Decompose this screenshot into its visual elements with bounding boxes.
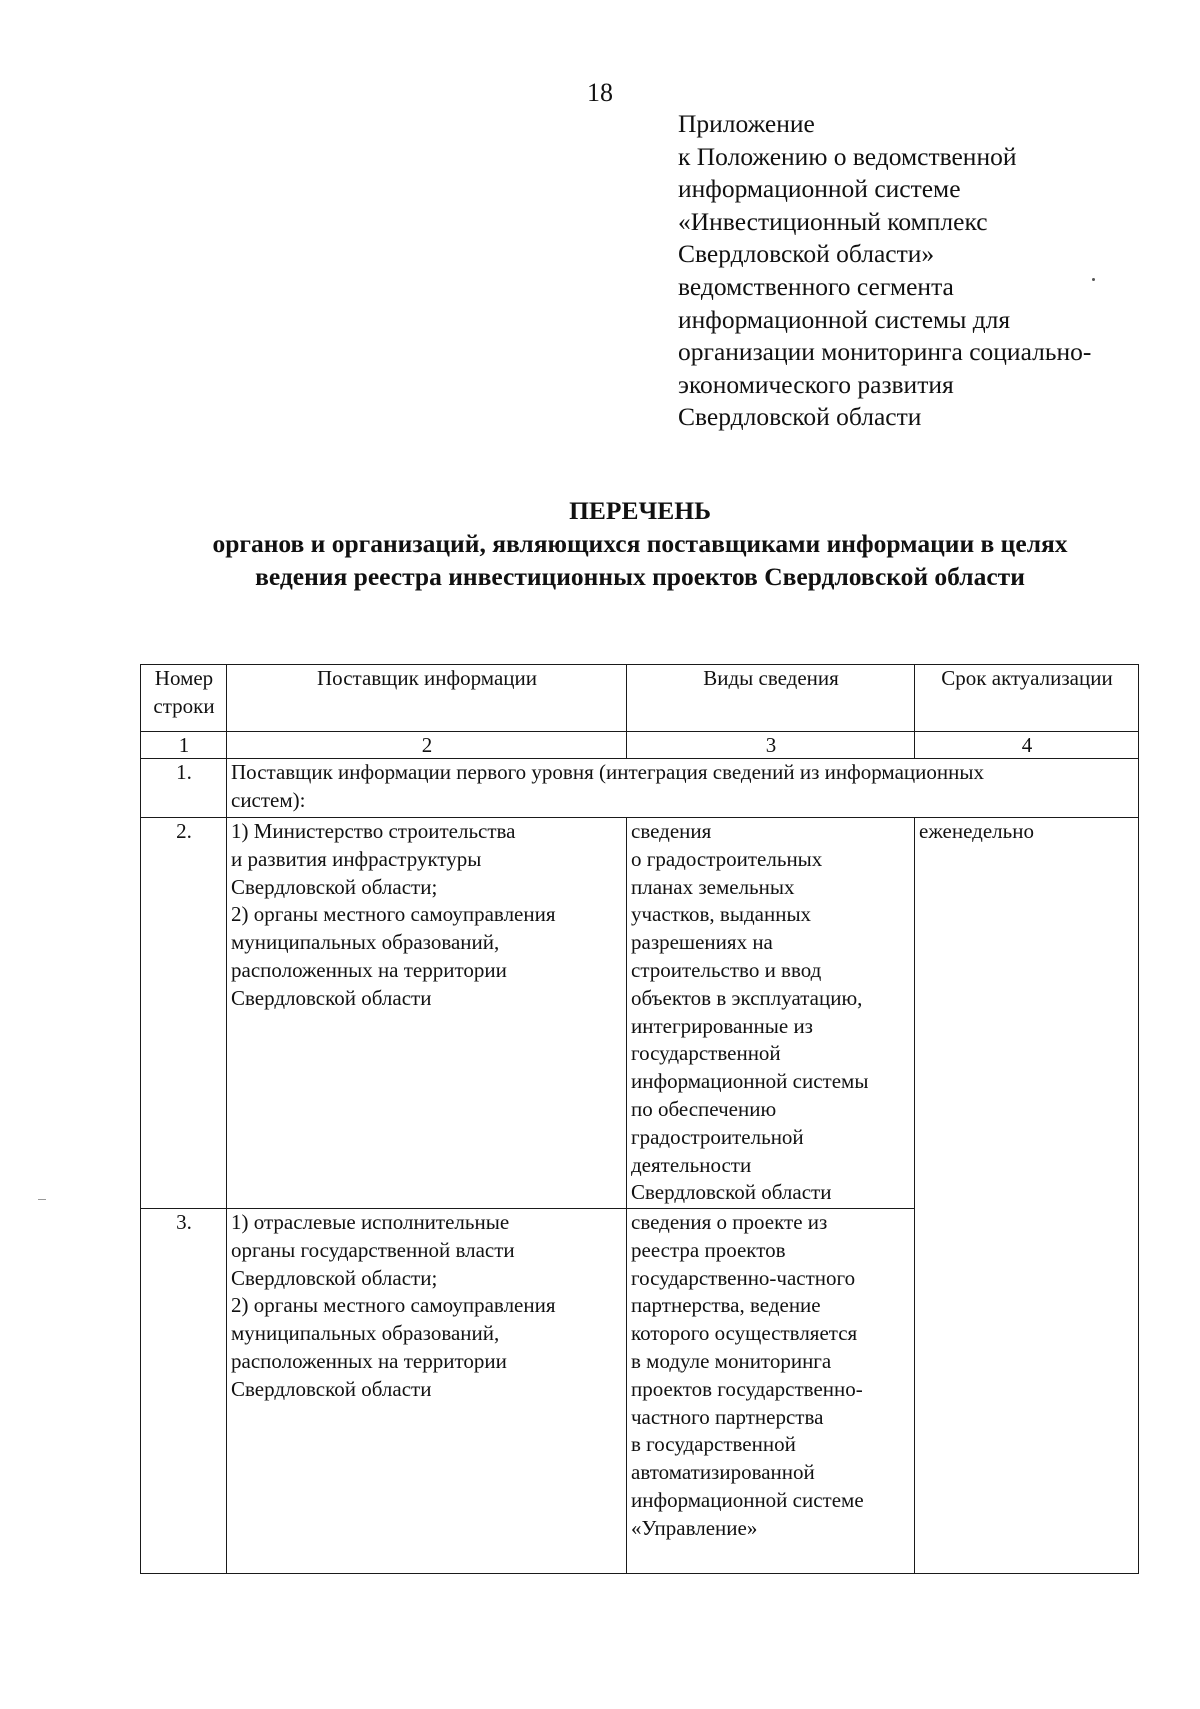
header-cell-info-types: Виды сведения — [627, 665, 915, 732]
cell-line: муниципальных образований, — [231, 930, 500, 955]
cell-line: градостроительной — [631, 1124, 804, 1149]
cell-line: Свердловской области; — [231, 1265, 438, 1290]
header-cell-row-number — [141, 665, 227, 732]
cell-line: Поставщик информации первого уровня (интеграция сведений из информационных — [231, 760, 984, 784]
cell-line: о градостроительных — [631, 846, 823, 871]
appendix-line: экономического развития — [678, 369, 954, 399]
cell-line: сведения о проекте из — [631, 1210, 828, 1234]
cell-line: и развития инфраструктуры — [231, 846, 482, 871]
cell-line: по обеспечению — [631, 1096, 777, 1121]
cell-line: 2) органы местного самоуправления — [231, 902, 556, 927]
scan-mark — [38, 1199, 46, 1200]
cell-line: 1) Министерство строительства — [231, 819, 516, 843]
merged-section-cell — [227, 759, 1139, 818]
page-number: 18 — [587, 78, 613, 107]
cell-line: объектов в эксплуатацию, — [631, 985, 863, 1010]
cell-line: в модуле мониторинга — [631, 1348, 832, 1373]
cell-line: государственной — [631, 1041, 781, 1066]
appendix-line: организации мониторинга социально- — [678, 337, 1092, 367]
cell-line: строительство и ввод — [631, 957, 822, 982]
table-row — [141, 759, 1139, 818]
row-number-cell: 2. — [141, 818, 227, 1209]
cell-line: участков, выданных — [631, 902, 812, 927]
column-number-cell: 1 — [141, 732, 227, 759]
appendix-block — [678, 108, 1158, 434]
appendix-line: Приложение — [678, 109, 815, 138]
cell-line: государственно-частного — [631, 1265, 856, 1290]
cell-line: расположенных на территории — [231, 1348, 507, 1373]
heading-title: ПЕРЕЧЕНЬ — [569, 496, 711, 525]
table-row — [141, 1209, 1139, 1574]
appendix-line: информационной системе — [678, 174, 961, 204]
provider-cell — [227, 1209, 627, 1574]
appendix-line: ведомственного сегмента — [678, 271, 954, 301]
cell-line: органы государственной власти — [231, 1237, 515, 1262]
cell-line: автоматизированной — [631, 1460, 815, 1485]
appendix-line: «Инвестиционный комплекс — [678, 206, 988, 236]
heading-subtitle-line: органов и организаций, являющихся поставщиками информации в целях — [212, 529, 1068, 558]
appendix-line: Свердловской области — [678, 402, 922, 432]
column-number-row — [141, 732, 1139, 759]
cell-line: в государственной — [631, 1432, 796, 1457]
cell-line: планах земельных — [631, 874, 795, 899]
update-period-cell — [915, 1209, 1139, 1574]
column-number-cell: 3 — [627, 732, 915, 759]
cell-line: 1) отраслевые исполнительные — [231, 1210, 510, 1234]
cell-line: которого осуществляется — [631, 1321, 858, 1346]
row-number-cell: 3. — [141, 1209, 227, 1574]
appendix-line: к Положению о ведомственной — [678, 141, 1017, 171]
table-row — [141, 818, 1139, 1209]
cell-line: Свердловской области — [231, 985, 432, 1010]
update-period-cell: еженедельно — [915, 818, 1139, 1209]
providers-table — [140, 664, 1139, 1574]
cell-line: 2) органы местного самоуправления — [231, 1293, 556, 1318]
cell-line: информационной системе — [631, 1487, 864, 1512]
header-cell-provider: Поставщик информации — [227, 665, 627, 732]
provider-cell — [227, 818, 627, 1209]
cell-line: Свердловской области — [631, 1180, 832, 1205]
cell-line: систем): — [231, 787, 306, 812]
cell-line: Свердловской области; — [231, 874, 438, 899]
cell-line: муниципальных образований, — [231, 1321, 500, 1346]
cell-line: реестра проектов — [631, 1237, 786, 1262]
appendix-line: Свердловской области» — [678, 239, 935, 269]
cell-line: деятельности — [631, 1152, 752, 1177]
info-types-cell — [627, 1209, 915, 1574]
header-cell-update-period: Срок актуализации — [915, 665, 1139, 732]
heading-subtitle-line: ведения реестра инвестиционных проектов Свердловской области — [255, 562, 1025, 591]
cell-line: частного партнерства — [631, 1404, 824, 1429]
info-types-cell — [627, 818, 915, 1209]
document-heading — [100, 494, 1180, 593]
row-number-cell: 1. — [141, 759, 227, 818]
cell-line: проектов государственно- — [631, 1376, 863, 1401]
cell-line: «Управление» — [631, 1515, 758, 1540]
cell-line: информационной системы — [631, 1069, 869, 1094]
cell-line: сведения — [631, 819, 712, 843]
cell-line: Свердловской области — [231, 1376, 432, 1401]
cell-line: интегрированные из — [631, 1013, 813, 1038]
cell-line: разрешениях на — [631, 930, 773, 955]
column-number-cell: 4 — [915, 732, 1139, 759]
header-text: строки — [153, 693, 215, 718]
table-header-row — [141, 665, 1139, 732]
column-number-cell: 2 — [227, 732, 627, 759]
cell-line: партнерства, ведение — [631, 1293, 821, 1318]
appendix-line: информационной системы для — [678, 304, 1011, 334]
header-text: Номер — [154, 666, 214, 690]
cell-line: расположенных на территории — [231, 957, 507, 982]
scan-speck — [1092, 278, 1095, 281]
